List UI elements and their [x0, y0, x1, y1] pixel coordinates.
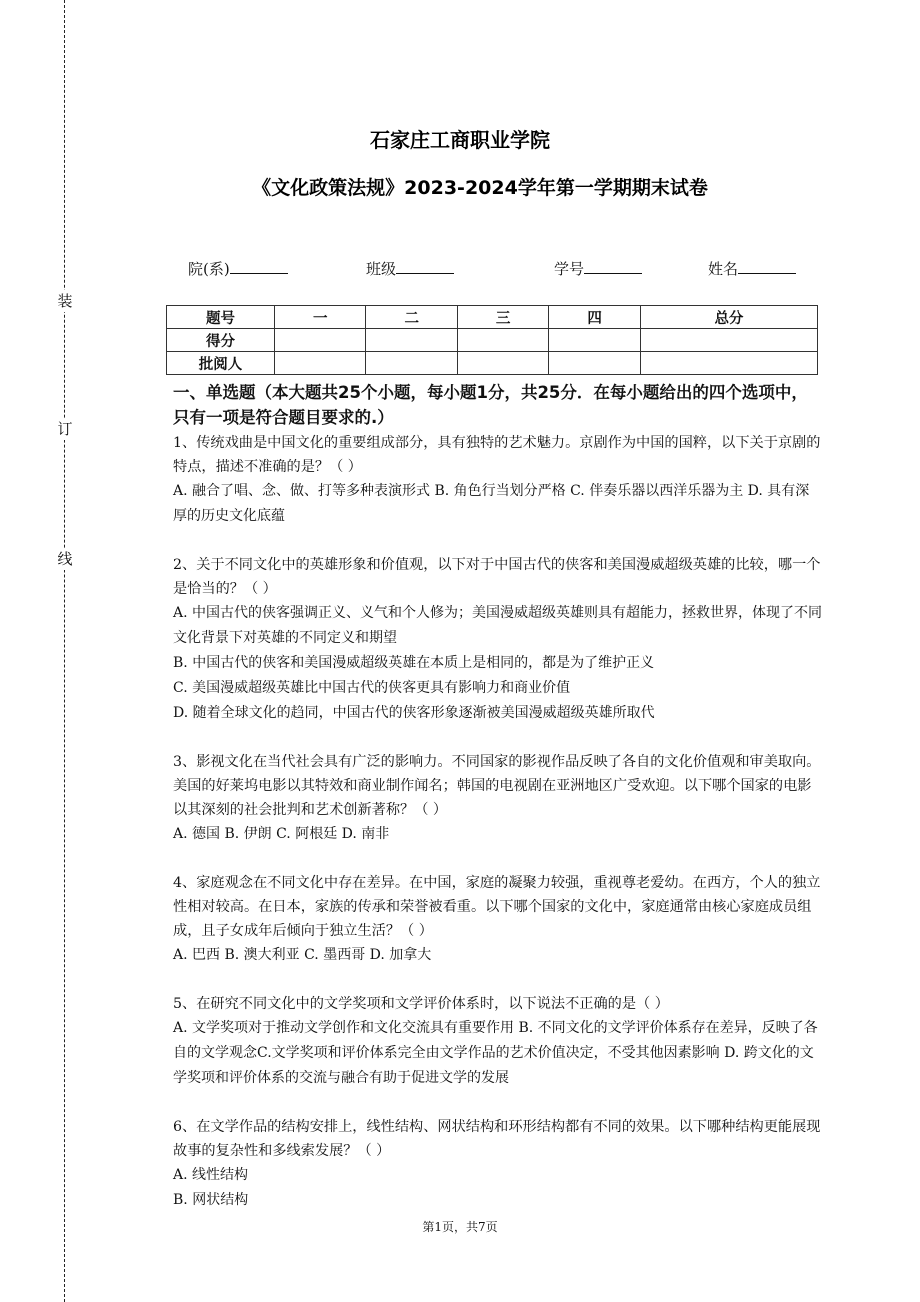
- section-title: 一、单选题（本大题共25个小题，每小题1分，共25分．在每小题给出的四个选项中，只有一项是符合题目要求的.）: [173, 383, 808, 427]
- department-field[interactable]: [188, 258, 288, 279]
- question-6: [173, 1115, 823, 1213]
- option-a: A. 中国古代的侠客强调正义、义气和个人修为；美国漫威超级英雄则具有超能力，拯救世界，体现了不同文化背景下对英雄的不同定义和期望: [173, 605, 823, 646]
- question-stem: 4、家庭观念在不同文化中存在差异。在中国，家庭的凝聚力较强，重视尊老爱幼。在西方，个人的独立性相对较高。在日本，家族的传承和荣誉被看重。以下哪个国家的文化中，家庭通常由核心家庭成员组成，且子女成年后倾向于独立生活？（ ）: [173, 875, 821, 939]
- score-header-cell: 总分: [640, 306, 817, 329]
- reviewer-row-label: 批阅人: [167, 352, 275, 375]
- page-footer: 第1页，共7页: [422, 1220, 498, 1234]
- student-id-blank[interactable]: [584, 259, 642, 274]
- name-field[interactable]: [708, 258, 796, 279]
- question-options: A. 巴西 B. 澳大利亚 C. 墨西哥 D. 加拿大: [173, 947, 432, 963]
- exam-title: 《文化政策法规》2023-2024学年第一学期期末试卷: [252, 177, 708, 199]
- question-stem: 6、在文学作品的结构安排上，线性结构、网状结构和环形结构都有不同的效果。以下哪种结构更能展现故事的复杂性和多线索发展？（ ）: [173, 1119, 821, 1159]
- question-2: [173, 553, 823, 726]
- score-table-header-row: [167, 306, 818, 329]
- name-label: 姓名: [708, 260, 739, 278]
- option-b: B. 网状结构: [173, 1192, 249, 1208]
- score-row-label: 得分: [167, 329, 275, 352]
- score-header-cell: 题号: [167, 306, 275, 329]
- reviewer-cell[interactable]: [275, 352, 366, 375]
- question-options: A. 文学奖项对于推动文学创作和文化交流具有重要作用 B. 不同文化的文学评价体系存在差异，反映了各自的文学观念C.文学奖项和评价体系完全由文学作品的艺术价值决定，不受其他因素影响 D. 跨文化的文学奖项和评价体系的交流与融合有助于促进文学的发展: [173, 1020, 818, 1086]
- score-cell[interactable]: [275, 329, 366, 352]
- class-field[interactable]: [366, 258, 454, 279]
- department-label: 院(系): [188, 260, 230, 278]
- score-row: [167, 329, 818, 352]
- score-cell[interactable]: [366, 329, 457, 352]
- option-d: D. 随着全球文化的趋同，中国古代的侠客形象逐渐被美国漫威超级英雄所取代: [173, 705, 655, 721]
- class-blank[interactable]: [396, 259, 454, 274]
- question-stem: 2、关于不同文化中的英雄形象和价值观，以下对于中国古代的侠客和美国漫威超级英雄的比较，哪一个是恰当的？（ ）: [173, 557, 821, 597]
- exam-content: [173, 380, 823, 1237]
- binding-char-ding: 订: [54, 418, 76, 440]
- binding-char-zhuang: 装: [54, 290, 76, 312]
- score-header-cell: 三: [457, 306, 548, 329]
- score-header-cell: 四: [549, 306, 640, 329]
- question-1: [173, 431, 823, 529]
- question-stem: 1、传统戏曲是中国文化的重要组成部分，具有独特的艺术魅力。京剧作为中国的国粹，以下关于京剧的特点，描述不准确的是？（ ）: [173, 435, 821, 475]
- score-header-cell: 二: [366, 306, 457, 329]
- reviewer-cell[interactable]: [366, 352, 457, 375]
- name-blank[interactable]: [738, 259, 796, 274]
- reviewer-row: [167, 352, 818, 375]
- option-a: A. 线性结构: [173, 1167, 249, 1183]
- question-4: [173, 871, 823, 968]
- score-table: [166, 305, 818, 375]
- score-cell[interactable]: [549, 329, 640, 352]
- binding-char-xian: 线: [54, 548, 76, 570]
- reviewer-cell[interactable]: [640, 352, 817, 375]
- reviewer-cell[interactable]: [549, 352, 640, 375]
- department-blank[interactable]: [230, 259, 288, 274]
- score-header-cell: 一: [275, 306, 366, 329]
- question-options: A. 德国 B. 伊朗 C. 阿根廷 D. 南非: [173, 826, 390, 842]
- question-options: A. 融合了唱、念、做、打等多种表演形式 B. 角色行当划分严格 C. 伴奏乐器以西洋乐器为主 D. 具有深厚的历史文化底蕴: [173, 483, 810, 524]
- question-3: [173, 750, 823, 847]
- score-cell[interactable]: [640, 329, 817, 352]
- student-id-field[interactable]: [554, 258, 642, 279]
- option-c: C. 美国漫威超级英雄比中国古代的侠客更具有影响力和商业价值: [173, 680, 571, 696]
- option-b: B. 中国古代的侠客和美国漫威超级英雄在本质上是相同的，都是为了维护正义: [173, 655, 655, 671]
- class-label: 班级: [366, 260, 397, 278]
- student-id-label: 学号: [554, 260, 585, 278]
- score-cell[interactable]: [457, 329, 548, 352]
- question-stem: 5、在研究不同文化中的文学奖项和文学评价体系时，以下说法不正确的是（ ）: [173, 996, 669, 1012]
- question-stem: 3、影视文化在当代社会具有广泛的影响力。不同国家的影视作品反映了各自的文化价值观和审美取向。美国的好莱坞电影以其特效和商业制作闻名；韩国的电视剧在亚洲地区广受欢迎。以下哪个国家的电影以其深刻的社会批判和艺术创新著称？（ ）: [173, 754, 821, 818]
- school-name: 石家庄工商职业学院: [370, 128, 550, 152]
- reviewer-cell[interactable]: [457, 352, 548, 375]
- question-5: [173, 992, 823, 1091]
